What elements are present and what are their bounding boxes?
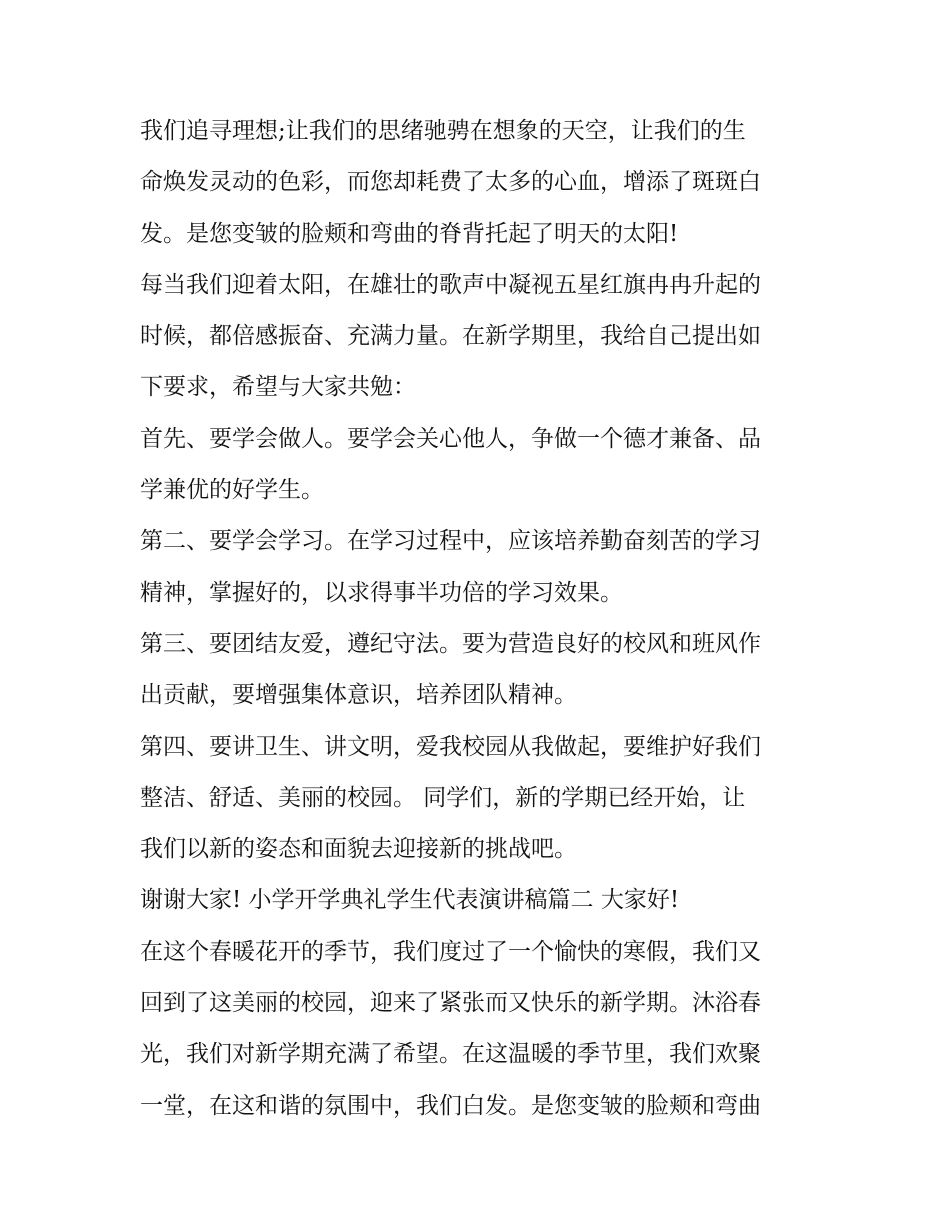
- text-line: 第四、要讲卫生、讲文明，爱我校园从我做起，要维护好我们: [140, 733, 761, 760]
- text-line: 在这个春暖花开的季节，我们度过了一个愉快的寒假，我们又: [140, 938, 761, 965]
- text-line: 我们追寻理想;让我们的思绪驰骋在想象的天空，让我们的生: [140, 118, 746, 144]
- text-line: 光，我们对新学期充满了希望。在这温暖的季节里，我们欢聚: [140, 1041, 761, 1068]
- text-line: 学兼优的好学生。: [140, 477, 324, 504]
- text-line: 发。是您变皱的脸颊和弯曲的脊背托起了明天的太阳!: [140, 220, 679, 247]
- text-line: 每当我们迎着太阳，在雄壮的歌声中凝视五星红旗冉冉升起的: [140, 271, 761, 298]
- text-line: 时候，都倍感振奋、充满力量。在新学期里，我给自己提出如: [140, 323, 761, 350]
- text-line: 我们以新的姿态和面貌去迎接新的挑战吧。: [140, 836, 577, 863]
- text-line: 整洁、舒适、美丽的校园。 同学们，新的学期已经开始，让: [140, 784, 746, 811]
- text-line: 精神，掌握好的，以求得事半功倍的学习效果。: [140, 579, 623, 606]
- text-line: 谢谢大家! 小学开学典礼学生代表演讲稿篇二 大家好!: [140, 887, 680, 914]
- text-line: 回到了这美丽的校园，迎来了紧张而又快乐的新学期。沐浴春: [140, 990, 761, 1017]
- document-body: [140, 106, 820, 1132]
- text-line: 命焕发灵动的色彩，而您却耗费了太多的心血，增添了斑斑白: [140, 169, 761, 196]
- text-line: 首先、要学会做人。要学会关心他人，争做一个德才兼备、品: [140, 425, 761, 452]
- text-line: 一堂，在这和谐的氛围中，我们白发。是您变皱的脸颊和弯曲: [140, 1092, 761, 1119]
- text-line: 出贡献，要增强集体意识，培养团队精神。: [140, 682, 577, 709]
- text-line: 第三、要团结友爱，遵纪守法。要为营造良好的校风和班风作: [140, 630, 761, 657]
- text-line: 下要求，希望与大家共勉：: [140, 374, 416, 401]
- text-line: 第二、要学会学习。在学习过程中，应该培养勤奋刻苦的学习: [140, 528, 761, 555]
